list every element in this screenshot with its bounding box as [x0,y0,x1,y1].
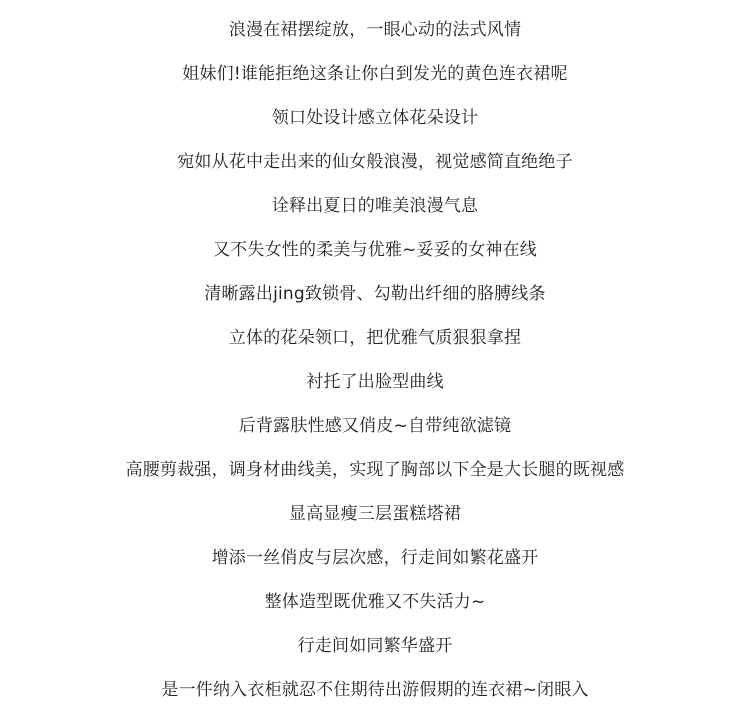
description-line: 立体的花朵领口，把优雅气质狠狠拿捏 [228,328,522,348]
description-line: 宛如从花中走出来的仙女般浪漫，视觉感简直绝绝子 [177,152,573,172]
description-line: 显高显瘦三层蛋糕塔裙 [289,504,461,524]
description-line: 衬托了出脸型曲线 [306,372,444,392]
product-description [0,8,750,712]
description-line: 后背露肤性感又俏皮~自带纯欲滤镜 [238,416,512,436]
description-line: 又不失女性的柔美与优雅~妥妥的女神在线 [212,240,538,260]
description-line: 高腰剪裁强，调身材曲线美，实现了胸部以下全是大长腿的既视感 [125,460,625,480]
description-line: 领口处设计感立体花朵设计 [271,108,479,128]
description-line: 行走间如同繁华盛开 [297,636,453,656]
description-line: 清晰露出jing致锁骨、勾勒出纤细的胳膊线条 [204,284,546,304]
description-line: 是一件纳入衣柜就忍不住期待出游假期的连衣裙~闭眼入 [161,680,589,700]
description-line: 诠释出夏日的唯美浪漫气息 [271,196,479,216]
description-line: 姐妹们!谁能拒绝这条让你白到发光的黄色连衣裙呢 [182,64,568,84]
description-line: 浪漫在裙摆绽放，一眼心动的法式风情 [228,20,522,40]
description-line: 整体造型既优雅又不失活力~ [264,592,486,612]
description-line: 增添一丝俏皮与层次感，行走间如繁花盛开 [211,548,539,568]
